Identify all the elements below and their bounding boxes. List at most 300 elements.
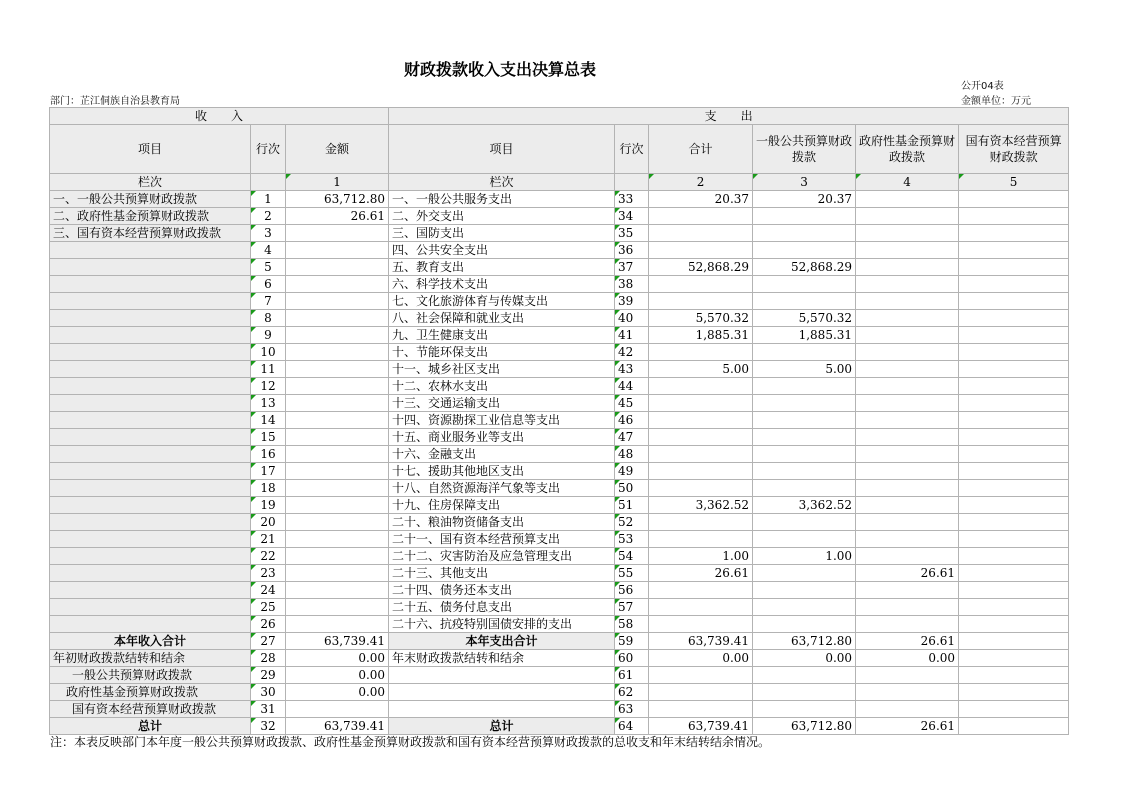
table-row: [50, 650, 1069, 667]
income-item-cell: [50, 446, 251, 463]
expense-total-cell: [649, 225, 753, 242]
expense-fund-cell: [856, 616, 959, 633]
income-amount-cell: [286, 429, 389, 446]
expense-general-cell: [753, 395, 856, 412]
expense-fund-cell: [856, 276, 959, 293]
income-line-cell: 21: [251, 531, 286, 548]
table-row: [50, 276, 1069, 293]
income-index-label: 栏次: [50, 174, 251, 191]
income-amount-cell: 63,712.80: [286, 191, 389, 208]
income-item-cell: [50, 412, 251, 429]
expense-state-header: 国有资本经营预算财政拨款: [959, 125, 1069, 174]
expense-fund-cell: 26.61: [856, 718, 959, 735]
expense-state-cell: [959, 633, 1069, 650]
expense-fund-cell: [856, 497, 959, 514]
income-line-cell: 18: [251, 480, 286, 497]
income-line-cell: 23: [251, 565, 286, 582]
expense-state-cell: [959, 684, 1069, 701]
income-line-cell: 14: [251, 412, 286, 429]
expense-item-cell: 十五、商业服务业等支出: [389, 429, 615, 446]
expense-section-header: 支 出: [389, 108, 1069, 125]
expense-fund-cell: [856, 531, 959, 548]
expense-fund-cell: [856, 667, 959, 684]
expense-state-cell: [959, 446, 1069, 463]
expense-general-cell: [753, 276, 856, 293]
expense-state-cell: [959, 429, 1069, 446]
table-row: [50, 599, 1069, 616]
expense-item-cell: 二十四、债务还本支出: [389, 582, 615, 599]
expense-index-label: 栏次: [389, 174, 615, 191]
income-amount-cell: 63,739.41: [286, 718, 389, 735]
expense-item-cell: 二十六、抗疫特别国债安排的支出: [389, 616, 615, 633]
expense-state-cell: [959, 361, 1069, 378]
expense-line-cell: 43: [615, 361, 649, 378]
table-row: [50, 293, 1069, 310]
income-line-cell: 31: [251, 701, 286, 718]
income-line-cell: 29: [251, 667, 286, 684]
income-item-cell: [50, 429, 251, 446]
income-amount-cell: [286, 276, 389, 293]
expense-fund-cell: [856, 395, 959, 412]
expense-general-cell: [753, 616, 856, 633]
expense-item-cell: 二十二、灾害防治及应急管理支出: [389, 548, 615, 565]
expense-state-index: 5: [959, 174, 1069, 191]
expense-total-cell: [649, 344, 753, 361]
expense-fund-index: 4: [856, 174, 959, 191]
table-row: [50, 327, 1069, 344]
expense-item-cell: 九、卫生健康支出: [389, 327, 615, 344]
expense-state-cell: [959, 565, 1069, 582]
table-row: [50, 446, 1069, 463]
expense-item-cell: [389, 701, 615, 718]
income-item-cell: [50, 463, 251, 480]
expense-state-cell: [959, 208, 1069, 225]
expense-total-cell: 26.61: [649, 565, 753, 582]
expense-state-cell: [959, 242, 1069, 259]
income-amount-cell: [286, 412, 389, 429]
table-row: [50, 191, 1069, 208]
expense-general-cell: [753, 565, 856, 582]
expense-state-cell: [959, 616, 1069, 633]
expense-total-cell: [649, 395, 753, 412]
income-item-cell: [50, 514, 251, 531]
expense-item-cell: 二十一、国有资本经营预算支出: [389, 531, 615, 548]
expense-general-cell: [753, 225, 856, 242]
income-line-cell: 4: [251, 242, 286, 259]
expense-total-cell: [649, 276, 753, 293]
expense-general-index: 3: [753, 174, 856, 191]
income-amount-cell: [286, 616, 389, 633]
expense-fund-cell: [856, 310, 959, 327]
expense-total-cell: [649, 667, 753, 684]
income-amount-cell: [286, 497, 389, 514]
income-amount-cell: [286, 395, 389, 412]
budget-table: [49, 107, 1069, 735]
income-line-cell: 32: [251, 718, 286, 735]
expense-fund-cell: [856, 293, 959, 310]
income-amount-cell: [286, 531, 389, 548]
unit-label: 金额单位：万元: [961, 96, 1031, 107]
expense-total-cell: 0.00: [649, 650, 753, 667]
expense-line-cell: 57: [615, 599, 649, 616]
table-row: [50, 225, 1069, 242]
expense-state-cell: [959, 463, 1069, 480]
income-line-cell: 1: [251, 191, 286, 208]
table-row: [50, 480, 1069, 497]
expense-state-cell: [959, 293, 1069, 310]
section-header-row: [50, 108, 1069, 125]
income-line-cell: 2: [251, 208, 286, 225]
income-item-cell: [50, 582, 251, 599]
income-amount-cell: [286, 446, 389, 463]
income-amount-cell: [286, 480, 389, 497]
expense-fund-cell: [856, 701, 959, 718]
expense-general-cell: [753, 667, 856, 684]
expense-line-cell: 56: [615, 582, 649, 599]
table-row: [50, 633, 1069, 650]
expense-total-cell: 63,739.41: [649, 718, 753, 735]
table-row: [50, 412, 1069, 429]
income-amount-header: 金额: [286, 125, 389, 174]
expense-line-cell: 46: [615, 412, 649, 429]
table-row: [50, 344, 1069, 361]
expense-total-header: 合计: [649, 125, 753, 174]
expense-general-cell: [753, 378, 856, 395]
income-item-cell: 一般公共预算财政拨款: [50, 667, 251, 684]
income-line-cell: 6: [251, 276, 286, 293]
expense-item-cell: 十八、自然资源海洋气象等支出: [389, 480, 615, 497]
income-line-cell: 20: [251, 514, 286, 531]
expense-line-cell: 64: [615, 718, 649, 735]
expense-state-cell: [959, 667, 1069, 684]
expense-fund-header: 政府性基金预算财政拨款: [856, 125, 959, 174]
expense-fund-cell: [856, 480, 959, 497]
income-line-cell: 27: [251, 633, 286, 650]
income-line-cell: 26: [251, 616, 286, 633]
income-amount-cell: [286, 259, 389, 276]
expense-item-cell: 二十、粮油物资储备支出: [389, 514, 615, 531]
expense-fund-cell: 26.61: [856, 633, 959, 650]
expense-item-cell: 四、公共安全支出: [389, 242, 615, 259]
expense-line-cell: 62: [615, 684, 649, 701]
income-line-cell: 8: [251, 310, 286, 327]
expense-fund-cell: [856, 463, 959, 480]
income-item-cell: [50, 293, 251, 310]
income-amount-cell: [286, 378, 389, 395]
expense-general-cell: [753, 582, 856, 599]
expense-total-cell: 63,739.41: [649, 633, 753, 650]
expense-line-cell: 52: [615, 514, 649, 531]
expense-fund-cell: [856, 361, 959, 378]
income-line-cell: 13: [251, 395, 286, 412]
table-row: [50, 684, 1069, 701]
income-amount-cell: [286, 565, 389, 582]
income-item-cell: [50, 565, 251, 582]
table-row: [50, 395, 1069, 412]
income-amount-cell: [286, 599, 389, 616]
expense-general-cell: [753, 684, 856, 701]
expense-fund-cell: [856, 327, 959, 344]
expense-item-cell: 三、国防支出: [389, 225, 615, 242]
income-item-cell: [50, 395, 251, 412]
table-row: [50, 361, 1069, 378]
expense-line-cell: 47: [615, 429, 649, 446]
expense-general-cell: 5,570.32: [753, 310, 856, 327]
expense-state-cell: [959, 378, 1069, 395]
expense-state-cell: [959, 310, 1069, 327]
table-row: [50, 378, 1069, 395]
expense-total-cell: [649, 684, 753, 701]
income-line-cell: 25: [251, 599, 286, 616]
expense-line-cell: 44: [615, 378, 649, 395]
expense-general-cell: [753, 463, 856, 480]
income-item-cell: [50, 599, 251, 616]
expense-item-cell: 七、文化旅游体育与传媒支出: [389, 293, 615, 310]
expense-item-cell: 十三、交通运输支出: [389, 395, 615, 412]
expense-fund-cell: [856, 446, 959, 463]
table-row: [50, 310, 1069, 327]
income-line-cell: 3: [251, 225, 286, 242]
expense-line-cell: 58: [615, 616, 649, 633]
income-amount-cell: [286, 361, 389, 378]
expense-line-cell: 53: [615, 531, 649, 548]
expense-total-cell: [649, 412, 753, 429]
expense-state-cell: [959, 191, 1069, 208]
income-line-cell: 11: [251, 361, 286, 378]
expense-total-cell: [649, 463, 753, 480]
expense-total-cell: 1.00: [649, 548, 753, 565]
column-header-row: [50, 125, 1069, 174]
income-line-cell: 17: [251, 463, 286, 480]
expense-item-cell: 二十三、其他支出: [389, 565, 615, 582]
expense-line-cell: 36: [615, 242, 649, 259]
table-row: [50, 548, 1069, 565]
expense-total-cell: 5.00: [649, 361, 753, 378]
income-item-header: 项目: [50, 125, 251, 174]
expense-line-cell: 42: [615, 344, 649, 361]
expense-line-cell: 33: [615, 191, 649, 208]
expense-general-cell: 3,362.52: [753, 497, 856, 514]
expense-state-cell: [959, 650, 1069, 667]
table-row: [50, 565, 1069, 582]
income-line-cell: 22: [251, 548, 286, 565]
income-item-cell: [50, 378, 251, 395]
expense-general-cell: [753, 514, 856, 531]
expense-total-cell: 5,570.32: [649, 310, 753, 327]
table-row: [50, 514, 1069, 531]
income-line-cell: 16: [251, 446, 286, 463]
expense-general-cell: 1,885.31: [753, 327, 856, 344]
income-item-cell: 本年收入合计: [50, 633, 251, 650]
expense-line-cell: 41: [615, 327, 649, 344]
expense-item-cell: 二、外交支出: [389, 208, 615, 225]
expense-state-cell: [959, 514, 1069, 531]
table-row: [50, 259, 1069, 276]
column-index-row: [50, 174, 1069, 191]
income-line-header: 行次: [251, 125, 286, 174]
expense-line-cell: 34: [615, 208, 649, 225]
expense-total-cell: 3,362.52: [649, 497, 753, 514]
income-item-cell: [50, 259, 251, 276]
expense-total-cell: [649, 514, 753, 531]
expense-fund-cell: [856, 242, 959, 259]
income-line-cell: 9: [251, 327, 286, 344]
expense-total-cell: 52,868.29: [649, 259, 753, 276]
expense-general-cell: [753, 480, 856, 497]
income-line-cell: 28: [251, 650, 286, 667]
expense-fund-cell: [856, 191, 959, 208]
expense-general-cell: 63,712.80: [753, 718, 856, 735]
expense-general-cell: [753, 701, 856, 718]
expense-fund-cell: [856, 344, 959, 361]
expense-state-cell: [959, 718, 1069, 735]
expense-general-cell: 20.37: [753, 191, 856, 208]
expense-line-cell: 55: [615, 565, 649, 582]
expense-fund-cell: [856, 684, 959, 701]
expense-total-cell: [649, 293, 753, 310]
income-item-cell: [50, 310, 251, 327]
income-item-cell: 政府性基金预算财政拨款: [50, 684, 251, 701]
expense-fund-cell: [856, 225, 959, 242]
expense-item-cell: 十、节能环保支出: [389, 344, 615, 361]
expense-item-cell: 十九、住房保障支出: [389, 497, 615, 514]
expense-total-cell: 1,885.31: [649, 327, 753, 344]
income-amount-cell: 0.00: [286, 667, 389, 684]
expense-line-header: 行次: [615, 125, 649, 174]
expense-line-cell: 59: [615, 633, 649, 650]
income-item-cell: [50, 276, 251, 293]
expense-general-header: 一般公共预算财政拨款: [753, 125, 856, 174]
table-row: [50, 429, 1069, 446]
expense-general-cell: [753, 242, 856, 259]
expense-line-cell: 54: [615, 548, 649, 565]
income-amount-cell: [286, 344, 389, 361]
expense-general-cell: [753, 293, 856, 310]
expense-general-cell: 0.00: [753, 650, 856, 667]
expense-general-cell: [753, 446, 856, 463]
expense-line-cell: 40: [615, 310, 649, 327]
expense-line-cell: 38: [615, 276, 649, 293]
expense-item-cell: 本年支出合计: [389, 633, 615, 650]
expense-item-cell: 年末财政拨款结转和结余: [389, 650, 615, 667]
expense-general-cell: 1.00: [753, 548, 856, 565]
table-row: [50, 718, 1069, 735]
expense-item-cell: 五、教育支出: [389, 259, 615, 276]
expense-line-cell: 48: [615, 446, 649, 463]
expense-item-cell: 十七、援助其他地区支出: [389, 463, 615, 480]
expense-total-cell: 20.37: [649, 191, 753, 208]
expense-general-cell: [753, 208, 856, 225]
expense-item-cell: 一、一般公共服务支出: [389, 191, 615, 208]
table-row: [50, 242, 1069, 259]
expense-state-cell: [959, 276, 1069, 293]
expense-total-cell: [649, 599, 753, 616]
expense-item-cell: [389, 684, 615, 701]
expense-item-cell: 十四、资源勘探工业信息等支出: [389, 412, 615, 429]
table-row: [50, 497, 1069, 514]
expense-state-cell: [959, 225, 1069, 242]
expense-fund-cell: [856, 599, 959, 616]
expense-general-cell: [753, 412, 856, 429]
table-row: [50, 701, 1069, 718]
income-item-cell: 年初财政拨款结转和结余: [50, 650, 251, 667]
expense-line-cell: 63: [615, 701, 649, 718]
income-line-index: [251, 174, 286, 191]
expense-item-header: 项目: [389, 125, 615, 174]
expense-line-cell: 37: [615, 259, 649, 276]
expense-general-cell: [753, 599, 856, 616]
income-line-cell: 30: [251, 684, 286, 701]
expense-line-cell: 45: [615, 395, 649, 412]
expense-state-cell: [959, 548, 1069, 565]
income-amount-cell: [286, 701, 389, 718]
income-amount-cell: 26.61: [286, 208, 389, 225]
expense-item-cell: 六、科学技术支出: [389, 276, 615, 293]
department-label: 部门：芷江侗族自治县教育局: [50, 96, 180, 107]
expense-fund-cell: [856, 412, 959, 429]
expense-total-cell: [649, 208, 753, 225]
income-item-cell: [50, 361, 251, 378]
income-item-cell: [50, 480, 251, 497]
expense-general-cell: [753, 531, 856, 548]
income-line-cell: 24: [251, 582, 286, 599]
expense-item-cell: 总计: [389, 718, 615, 735]
table-row: [50, 531, 1069, 548]
income-item-cell: [50, 497, 251, 514]
income-amount-cell: [286, 582, 389, 599]
income-item-cell: [50, 531, 251, 548]
expense-general-cell: 5.00: [753, 361, 856, 378]
expense-state-cell: [959, 412, 1069, 429]
expense-total-cell: [649, 531, 753, 548]
income-line-cell: 19: [251, 497, 286, 514]
expense-fund-cell: [856, 582, 959, 599]
income-item-cell: [50, 548, 251, 565]
income-item-cell: 三、国有资本经营预算财政拨款: [50, 225, 251, 242]
income-amount-cell: [286, 548, 389, 565]
expense-line-cell: 49: [615, 463, 649, 480]
income-item-cell: [50, 344, 251, 361]
expense-fund-cell: [856, 378, 959, 395]
income-amount-index: 1: [286, 174, 389, 191]
income-amount-cell: 0.00: [286, 684, 389, 701]
income-item-cell: [50, 616, 251, 633]
expense-line-index: [615, 174, 649, 191]
expense-total-index: 2: [649, 174, 753, 191]
income-line-cell: 10: [251, 344, 286, 361]
income-amount-cell: [286, 514, 389, 531]
expense-general-cell: [753, 344, 856, 361]
expense-state-cell: [959, 599, 1069, 616]
expense-fund-cell: 0.00: [856, 650, 959, 667]
table-row: [50, 616, 1069, 633]
expense-total-cell: [649, 480, 753, 497]
expense-fund-cell: 26.61: [856, 565, 959, 582]
income-amount-cell: [286, 242, 389, 259]
expense-state-cell: [959, 582, 1069, 599]
expense-item-cell: 二十五、债务付息支出: [389, 599, 615, 616]
expense-item-cell: 十一、城乡社区支出: [389, 361, 615, 378]
expense-fund-cell: [856, 208, 959, 225]
income-amount-cell: [286, 463, 389, 480]
expense-general-cell: 63,712.80: [753, 633, 856, 650]
expense-line-cell: 60: [615, 650, 649, 667]
income-amount-cell: 63,739.41: [286, 633, 389, 650]
expense-line-cell: 39: [615, 293, 649, 310]
expense-state-cell: [959, 395, 1069, 412]
expense-total-cell: [649, 582, 753, 599]
income-item-cell: 一、一般公共预算财政拨款: [50, 191, 251, 208]
